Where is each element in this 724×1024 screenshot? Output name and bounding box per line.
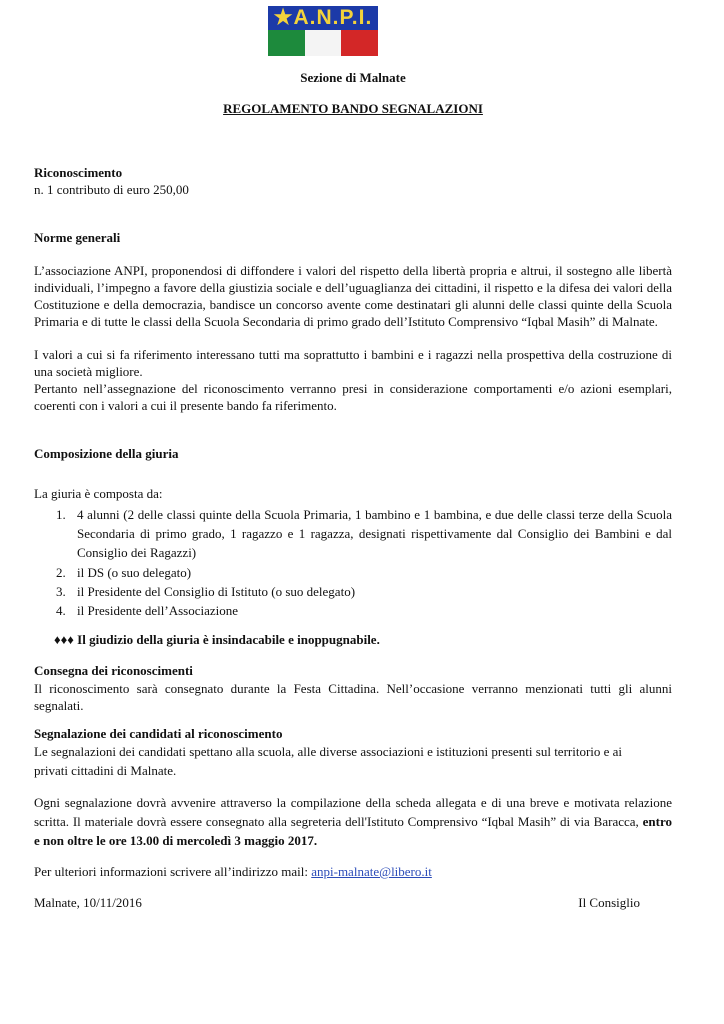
norme-paragraph-1: L’associazione ANPI, proponendosi di diffondere i valori del rispetto della libertà propria e altrui, il sostegno alle libertà individuali, l’impegno a favore della giustizia sociale e dell’uguaglianza dei cittadini, il rispetto e la difesa dei valori della Costituzione e della democrazia, bandisce un concorso avente come destinatari gli alunni delle classi quinte della Scuola Primaria e di tutte le classi della Scuola Secondaria di primo grado dell’Istituto Comprensivo “Iqbal Masih” di Malnate.	[34, 263, 672, 329]
list-item: 3. il Presidente del Consiglio di Istituto (o suo delegato)	[56, 584, 356, 599]
norme-paragraph-3: Pertanto nell’assegnazione del riconoscimento verranno presi in considerazione comportamenti e/o azioni esemplari, coerenti con i valori a cui il presente bando fa riferimento.	[34, 381, 672, 413]
anpi-logo	[268, 6, 378, 56]
contatti	[34, 863, 672, 880]
giuria-heading: Composizione della giuria	[34, 446, 179, 461]
deadline: entro e non oltre le ore 13.00 di mercoledì 3 maggio 2017.	[34, 814, 672, 848]
riconoscimento-text: n. 1 contributo di euro 250,00	[34, 182, 189, 197]
logo-text: ★A.N.P.I.	[268, 6, 378, 30]
riconoscimento-heading: Riconoscimento	[34, 165, 123, 180]
contatti-text: Per ulteriori informazioni scrivere all’indirizzo mail:	[34, 864, 308, 879]
email-link[interactable]: anpi-malnate@libero.it	[311, 864, 432, 879]
signature: Il Consiglio	[578, 895, 640, 910]
giuria-note	[54, 631, 672, 648]
consegna-heading: Consegna dei riconoscimenti	[34, 663, 193, 678]
italian-flag	[268, 30, 378, 56]
document-title: REGOLAMENTO BANDO SEGNALAZIONI	[223, 101, 483, 116]
segnalazione-paragraph-2: Ogni segnalazione dovrà avvenire attraverso la compilazione della scheda allegata e di una breve e motivata relazione scritta. Il materiale dovrà essere consegnato alla segreteria dell'Istituto Comprensivo “Iqbal Masih” di via Baracca, entro e non oltre le ore 13.00 di mercoledì 3 maggio 2017.	[34, 795, 672, 848]
segnalazione-paragraph-1: Le segnalazioni dei candidati spettano alla scuola, alle diverse associazioni e istituzioni presenti sul territorio e ai privati cittadini di Malnate.	[34, 744, 623, 778]
norme-heading: Norme generali	[34, 230, 121, 245]
list-item: 1. 4 alunni (2 delle classi quinte della Scuola Primaria, 1 bambino e 1 bambina, e due delle classi terze della Scuola Secondaria di primo grado, 1 ragazzo e 1 ragazza, designati rispettivamente dal Consiglio dei Bambini e dal Consiglio dei Ragazzi)	[56, 507, 672, 560]
segnalazione-heading: Segnalazione dei candidati al riconoscimento	[34, 726, 283, 741]
footer	[34, 894, 672, 911]
list-item: 2. il DS (o suo delegato)	[56, 565, 192, 580]
giuria-note-text: Il giudizio della giuria è insindacabile e inoppugnabile.	[77, 632, 380, 647]
diamond-bullet-icon: ♦♦♦	[54, 632, 74, 647]
consegna-text: Il riconoscimento sarà consegnato durante la Festa Cittadina. Nell’occasione verranno menzionati tutti gli alunni segnalati.	[34, 681, 672, 713]
section-name: Sezione di Malnate	[300, 70, 406, 85]
norme-paragraph-2: I valori a cui si fa riferimento interessano tutti ma soprattutto i bambini e i ragazzi nella prospettiva della costruzione di una società migliore.	[34, 347, 672, 379]
giuria-intro: La giuria è composta da:	[34, 486, 163, 501]
list-item: 4. il Presidente dell’Associazione	[56, 603, 239, 618]
place-date: Malnate, 10/11/2016	[34, 895, 142, 910]
